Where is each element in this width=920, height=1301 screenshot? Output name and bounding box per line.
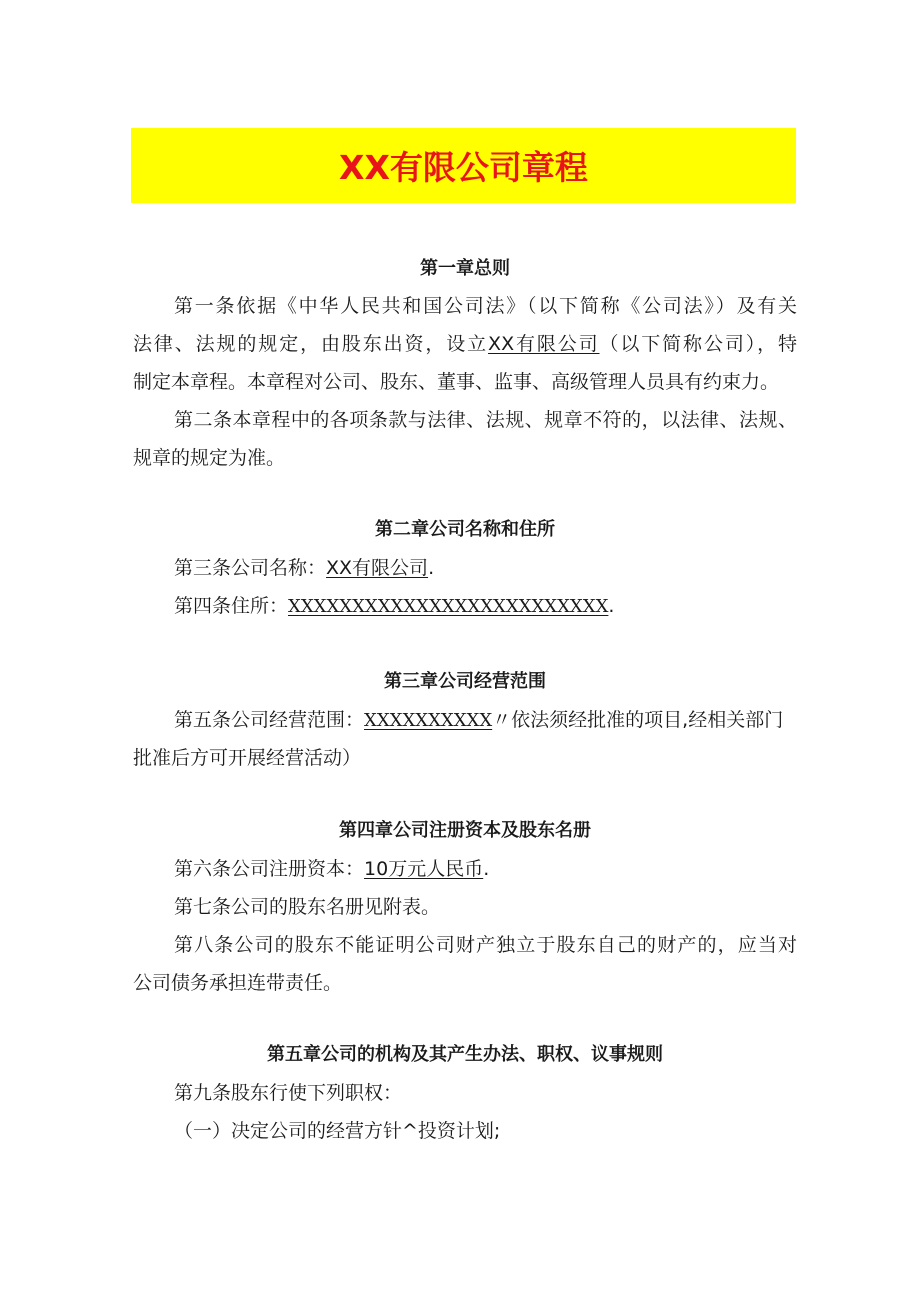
- article-1-line-2-a: 法律、法规的规定，由股东出资，设立: [133, 333, 489, 355]
- article-5-line-1: [133, 707, 797, 734]
- chapter-1-heading: 第一章总则: [420, 258, 510, 279]
- article-6: [133, 856, 797, 882]
- chapter-4-heading: 第四章公司注册资本及股东名册: [339, 820, 591, 841]
- article-4-label: 第四条住所：: [174, 595, 289, 617]
- article-5-line-2: 批准后方可开展经营活动）: [133, 747, 362, 769]
- article-5-rest: 〃依法须经批准的项目,经相关部门: [492, 709, 784, 731]
- article-8-line-1: 第八条公司的股东不能证明公司财产独立于股东自己的财产的，应当对: [174, 934, 797, 956]
- article-2-line-1: 第二条本章程中的各项条款与法律、法规、规章不符的，以法律、法规、: [174, 409, 797, 431]
- article-9-item-1: （一）决定公司的经营方针^投资计划;: [174, 1120, 501, 1142]
- article-4-end: .: [608, 595, 615, 617]
- article-6-label: 第六条公司注册资本：: [174, 858, 365, 880]
- article-1-line-1: 第一条依据《中华人民共和国公司法》（以下简称《公司法》）及有关: [174, 295, 797, 317]
- article-3-label: 第三条公司名称：: [174, 557, 327, 579]
- article-4-address: XXXXXXXXXXXXXXXXXXXXXXXXX: [288, 596, 609, 617]
- article-4: [133, 593, 797, 620]
- article-3-end: .: [428, 557, 435, 579]
- document-title: XX有限公司章程: [339, 148, 588, 187]
- article-5-label: 第五条公司经营范围：: [174, 709, 365, 731]
- article-1-line-2-b: （以下简称公司），特: [599, 333, 797, 355]
- article-7: 第七条公司的股东名册见附表。: [174, 896, 441, 918]
- article-9: 第九条股东行使下列职权：: [174, 1082, 403, 1104]
- article-3: [133, 555, 797, 581]
- article-3-company-name: XX有限公司: [326, 557, 429, 579]
- chapter-5-heading: 第五章公司的机构及其产生办法、职权、议事规则: [267, 1044, 663, 1065]
- article-2-line-2: 规章的规定为准。: [133, 447, 286, 469]
- article-6-capital: 10万元人民币: [364, 858, 484, 880]
- title-banner: [131, 128, 796, 203]
- article-8-line-2: 公司债务承担连带责任。: [133, 972, 343, 994]
- article-5-scope: XXXXXXXXXX: [364, 710, 493, 731]
- article-6-end: .: [483, 858, 490, 880]
- chapter-2-heading: 第二章公司名称和住所: [375, 519, 555, 540]
- company-name-underlined: XX有限公司: [488, 333, 600, 355]
- article-1-line-3: 制定本章程。本章程对公司、股东、董事、监事、高级管理人员具有约束力。: [133, 371, 780, 393]
- chapter-3-heading: 第三章公司经营范围: [384, 671, 546, 692]
- article-1-line-2: [133, 331, 797, 357]
